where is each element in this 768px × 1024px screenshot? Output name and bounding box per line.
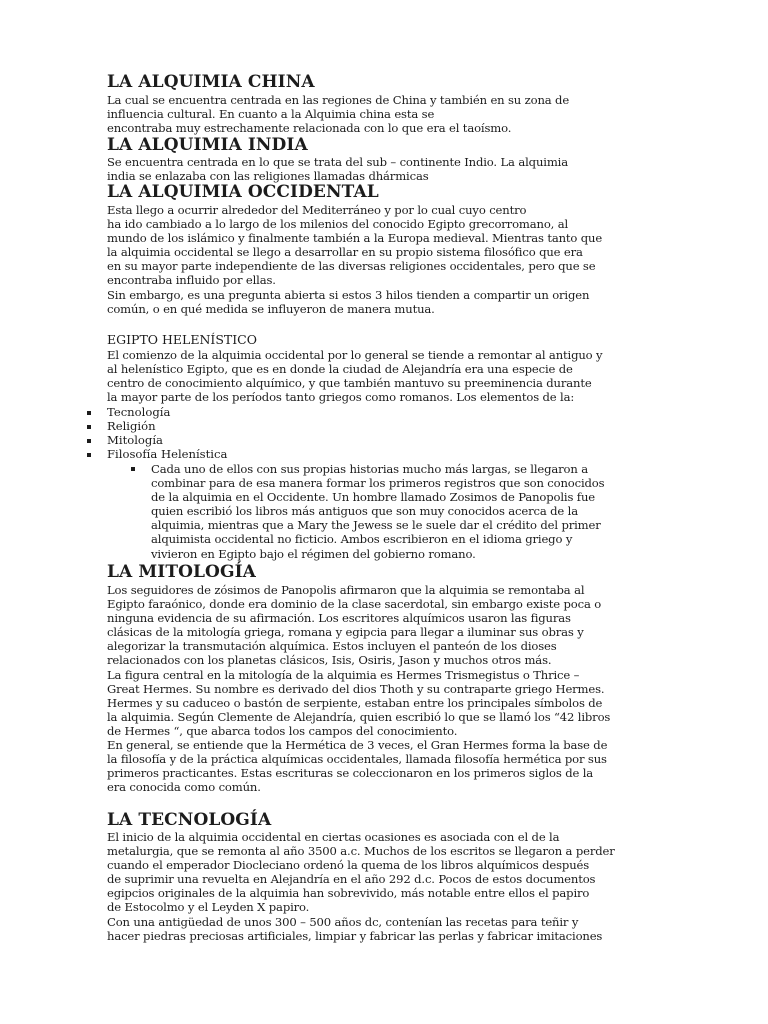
text-line: Cada uno de ellos con sus propias historias mucho más largas, se llegaron a	[151, 462, 589, 476]
text-line: Sin embargo, es una pregunta abierta si estos 3 hilos tienden a compartir un origen	[107, 287, 590, 302]
text-line: ninguna evidencia de su afirmación. Los escritores alquímicos usaron las figuras	[107, 611, 571, 626]
text-line: encontraba influido por ellas.	[107, 273, 276, 288]
text-line: Hermes y su caduceo o bastón de serpiente, estaban entre los principales símbolos de	[107, 695, 603, 710]
text-line: de Hermes “, que abarca todos los campos del conocimiento.	[107, 723, 458, 738]
text-line: combinar para de esa manera formar los primeros registros que son conocidos	[151, 476, 605, 491]
text-line: relacionados con los planetas clásicos, Isis, Osiris, Jason y muchos otros más.	[107, 653, 552, 668]
text-line: hacer piedras preciosas artificiales, limpiar y fabricar las perlas y fabricar imitaciones	[107, 928, 603, 943]
text-line: El inicio de la alquimia occidental en ciertas ocasiones es asociada con el de la	[107, 830, 560, 844]
text-line: centro de conocimiento alquímico, y que también mantuvo su preeminencia durante	[107, 376, 592, 391]
text-line: la mayor parte de los períodos tanto griegos como romanos. Los elementos de la:	[107, 390, 575, 405]
text-line: la filosofía y de la práctica alquímicas occidentales, llamada filosofía hermética por sus	[107, 752, 607, 767]
heading-egipto-helenistico: EGIPTO HELENÍSTICO	[107, 332, 257, 347]
bullet-label: Tecnología	[107, 405, 171, 419]
paragraph-egipto-helenistico	[107, 348, 667, 404]
text-line: La figura central en la mitología de la alquimia es Hermes Trismegistus o Thrice –	[107, 667, 580, 682]
text-line: La cual se encuentra centrada en las regiones de China y también en su zona de	[107, 93, 570, 107]
text-line: en su mayor parte independiente de las diversas religiones occidentales, pero que se	[107, 259, 596, 274]
text-line: de la alquimia en el Occidente. Un hombre llamado Zosimos de Panopolis fue	[151, 490, 595, 505]
bullet-square-icon	[87, 439, 91, 443]
paragraph-alquimia-china	[107, 93, 667, 135]
paragraph-la-mitologia	[107, 583, 667, 794]
text-line: mundo de los islámico y finalmente también a la Europa medieval. Mientras tanto que	[107, 231, 603, 246]
text-line: india se enlazaba con las religiones llamadas dhármicas	[107, 169, 429, 184]
heading-alquimia-china: LA ALQUIMIA CHINA	[107, 72, 315, 92]
text-line: El comienzo de la alquimia occidental por lo general se tiende a remontar al antiguo y	[107, 348, 603, 362]
text-line: Great Hermes. Su nombre es derivado del dios Thoth y su contraparte griego Hermes.	[107, 681, 605, 696]
text-line: clásicas de la mitología griega, romana y egipcia para llegar a iluminar sus obras y	[107, 625, 584, 640]
heading-la-tecnologia: LA TECNOLOGÍA	[107, 810, 272, 830]
paragraph-alquimia-india	[107, 155, 667, 183]
paragraph-la-tecnologia	[107, 830, 667, 943]
text-line: vivieron en Egipto bajo el régimen del gobierno romano.	[151, 546, 476, 561]
bullet-square-icon	[131, 467, 135, 471]
bullet-square-icon	[87, 453, 91, 457]
bullet-square-icon	[87, 411, 91, 415]
text-line: de Estocolmo y el Leyden X papiro.	[107, 900, 310, 915]
heading-alquimia-india: LA ALQUIMIA INDIA	[107, 135, 308, 155]
text-line: quien escribió los libros más antiguos que son muy conocidos acerca de la	[151, 504, 578, 519]
text-line: Esta llego a ocurrir alrededor del Mediterráneo y por lo cual cuyo centro	[107, 203, 527, 217]
bullet-label: Mitología	[107, 433, 163, 447]
text-line: Con una antigüedad de unos 300 – 500 años dc, contenían las recetas para teñir y	[107, 914, 579, 929]
text-line: influencia cultural. En cuanto a la Alquimia china esta se	[107, 107, 435, 122]
heading-la-mitologia: LA MITOLOGÍA	[107, 562, 256, 582]
text-line: Los seguidores de zósimos de Panopolis afirmaron que la alquimia se remontaba al	[107, 583, 585, 597]
text-line: primeros practicantes. Estas escrituras se coleccionaron en los primeros siglos de la	[107, 766, 594, 781]
text-line: al helenístico Egipto, que es en donde la ciudad de Alejandría era una especie de	[107, 362, 573, 377]
text-line: metalurgia, que se remonta al año 3500 a.c. Muchos de los escritos se llegaron a perder	[107, 844, 615, 859]
sub-bullet-text	[151, 462, 604, 561]
heading-alquimia-occidental: LA ALQUIMIA OCCIDENTAL	[107, 182, 379, 202]
text-line: cuando el emperador Diocleciano ordenó la quema de los libros alquímicos después	[107, 858, 590, 873]
text-line: la alquimia. Según Clemente de Alejandría, quien escribió lo que se llamó los “42 libros	[107, 709, 611, 724]
text-line: encontraba muy estrechamente relacionada con lo que era el taoísmo.	[107, 121, 512, 136]
paragraph-alquimia-occidental	[107, 203, 667, 316]
text-line: Se encuentra centrada en lo que se trata del sub – continente Indio. La alquimia	[107, 155, 568, 169]
text-line: En general, se entiende que la Hermética de 3 veces, el Gran Hermes forma la base de	[107, 738, 608, 753]
bullet-label: Religión	[107, 419, 156, 433]
bullet-square-icon	[87, 425, 91, 429]
bullet-label: Filosofía Helenística	[107, 447, 228, 461]
text-line: común, o en qué medida se influyeron de manera mutua.	[107, 301, 435, 316]
text-line: Egipto faraónico, donde era dominio de la clase sacerdotal, sin embargo existe poca o	[107, 597, 602, 612]
text-line: de suprimir una revuelta en Alejandría en el año 292 d.c. Pocos de estos documentos	[107, 872, 596, 887]
text-line: alquimista occidental no ficticio. Ambos escribieron en el idioma griego y	[151, 532, 573, 547]
text-line: alegorizar la transmutación alquímica. Estos incluyen el panteón de los dioses	[107, 639, 557, 654]
text-line: la alquimia occidental se llego a desarrollar en su propio sistema filosófico que era	[107, 245, 583, 260]
text-line: ha ido cambiado a lo largo de los milenios del conocido Egipto grecorromano, al	[107, 217, 569, 232]
text-line: era conocida como común.	[107, 780, 261, 795]
text-line: egipcios originales de la alquimia han sobrevivido, más notable entre ellos el papiro	[107, 886, 590, 901]
text-line: alquimia, mientras que a Mary the Jewess se le suele dar el crédito del primer	[151, 518, 601, 533]
